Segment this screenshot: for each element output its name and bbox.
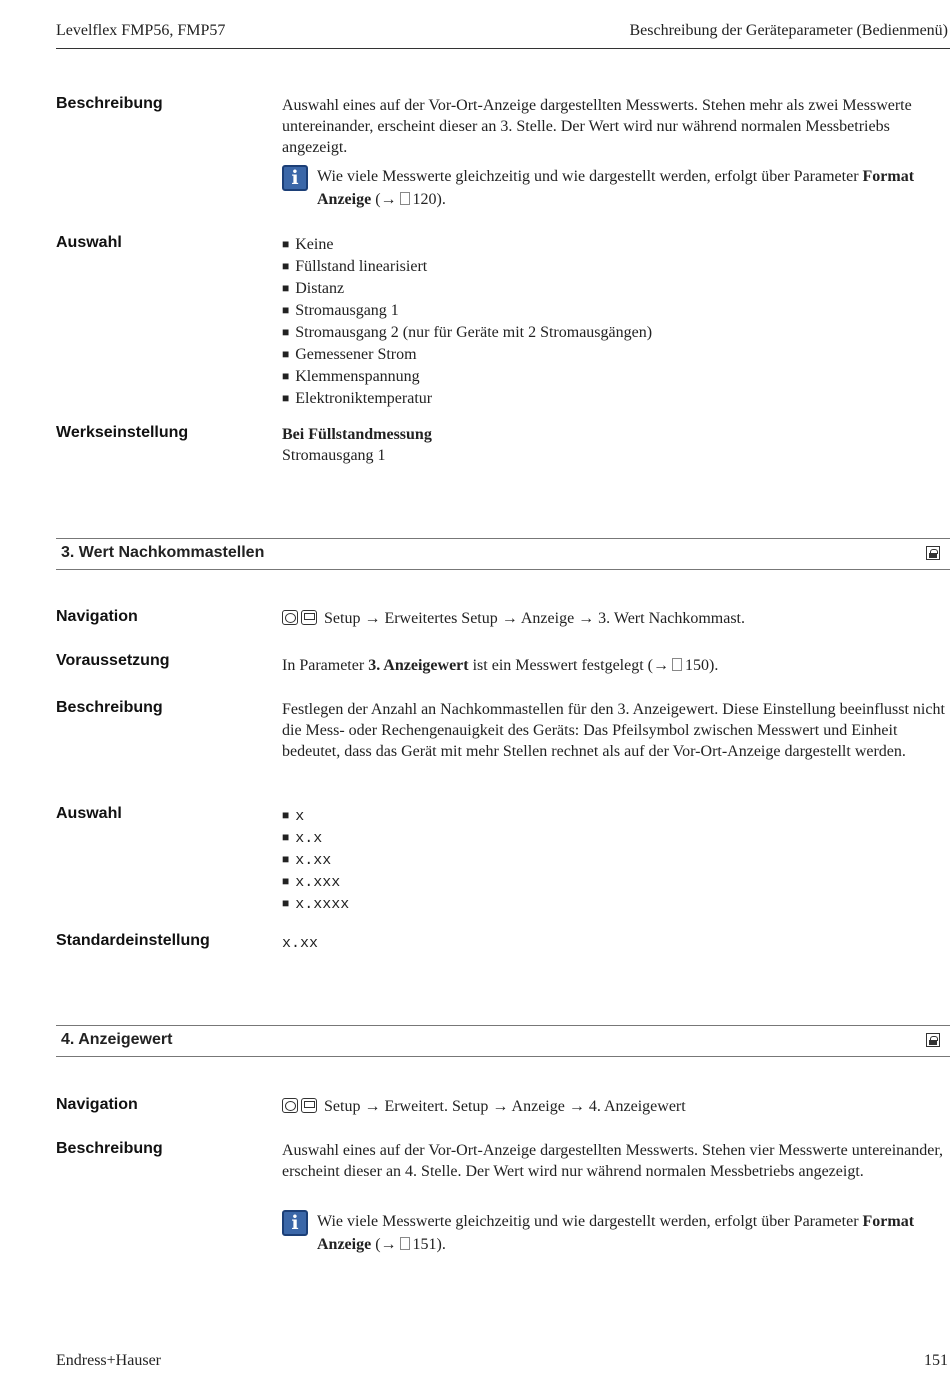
auswahl-label: Auswahl — [56, 234, 122, 251]
beschreibung-text: Auswahl eines auf der Vor-Ort-Anzeige dargestellten Messwerts. Stehen vier Messwerte untereinander, erscheint dieser an 4. Stelle. Der Wert wird nur während normalen Messbetriebs angezeigt. — [282, 1142, 944, 1180]
navigation-path — [282, 608, 946, 629]
voraussetzung-label: Voraussetzung — [56, 652, 170, 669]
navigation-path-text: Setup → Erweitert. Setup → Anzeige → 4. Anzeigewert — [324, 1098, 686, 1115]
list-item: ■ Distanz — [282, 278, 946, 300]
info-icon: i — [282, 165, 308, 191]
operation-menu-icon — [282, 1098, 298, 1113]
info-note — [282, 1210, 930, 1256]
vor-prefix: In Parameter — [282, 657, 369, 674]
list-item: ■ x — [282, 806, 946, 828]
note-text — [317, 1210, 930, 1256]
list-item: ■ Füllstand linearisiert — [282, 256, 946, 278]
list-item: ■ Elektroniktemperatur — [282, 388, 946, 410]
section-title: 3. Wert Nachkommastellen — [61, 544, 265, 561]
note-ref-page: 151). — [412, 1236, 446, 1253]
vor-param: 3. Anzeigewert — [368, 657, 469, 674]
header-left: Levelflex FMP56, FMP57 — [56, 22, 226, 39]
note-ref-open: (→ — [371, 191, 397, 208]
note-param: Format Anzeige — [317, 1213, 915, 1253]
page-ref-icon — [672, 658, 682, 671]
list-item: ■ x.xxxx — [282, 894, 946, 916]
navigation-label: Navigation — [56, 1096, 138, 1113]
operation-menu-icon — [282, 610, 298, 625]
info-icon: i — [282, 1210, 308, 1236]
section-title: 4. Anzeigewert — [61, 1031, 173, 1048]
note-prefix: Wie viele Messwerte gleichzeitig und wie dargestellt werden, erfolgt über Parameter — [317, 1213, 863, 1230]
note-param: Format Anzeige — [317, 168, 915, 208]
standardeinstellung-label: Standardeinstellung — [56, 932, 210, 949]
voraussetzung-text — [282, 655, 946, 676]
display-icon — [301, 610, 317, 625]
note-prefix: Wie viele Messwerte gleichzeitig und wie dargestellt werden, erfolgt über Parameter — [317, 168, 863, 185]
list-item: ■ x.xxx — [282, 872, 946, 894]
navigation-path-text: Setup → Erweitertes Setup → Anzeige → 3. Wert Nachkommast. — [324, 610, 745, 627]
vor-suffix: ist ein Messwert festgelegt (→ — [468, 657, 669, 674]
list-item: ■ Stromausgang 2 (nur für Geräte mit 2 Stromausgängen) — [282, 322, 946, 344]
note-ref-page: 120). — [412, 191, 446, 208]
list-item: ■ x.xx — [282, 850, 946, 872]
standardeinstellung-value: x.xx — [282, 935, 319, 952]
navigation-path — [282, 1096, 946, 1117]
list-item: ■ Keine — [282, 234, 946, 256]
navigation-label: Navigation — [56, 608, 138, 625]
info-note — [282, 165, 930, 211]
werkseinstellung-sub: Bei Füllstandmessung — [282, 426, 432, 443]
auswahl-list — [282, 806, 946, 916]
page-ref-icon — [400, 1237, 410, 1250]
beschreibung-label: Beschreibung — [56, 95, 163, 112]
note-ref-open: (→ — [371, 1236, 397, 1253]
display-icon — [301, 1098, 317, 1113]
footer-left: Endress+Hauser — [56, 1352, 161, 1369]
werkseinstellung-value: Stromausgang 1 — [282, 447, 386, 464]
section-header-3 — [56, 538, 950, 570]
beschreibung-label: Beschreibung — [56, 699, 163, 716]
list-item: ■ Klemmenspannung — [282, 366, 946, 388]
beschreibung-text: Festlegen der Anzahl an Nachkommastellen für den 3. Anzeigewert. Diese Einstellung beeinflusst nicht die Mess- oder Rechengenauigkeit des Geräts: Das Pfeilsymbol zwischen Messwert und Einheit bedeutet, dass das Gerät mit mehr Stellen rechnet als auf der Vor-Ort-Anzeige dargestellt werden. — [282, 701, 945, 760]
header-rule — [56, 48, 950, 49]
note-text — [317, 165, 930, 211]
beschreibung-label: Beschreibung — [56, 1140, 163, 1157]
beschreibung-text: Auswahl eines auf der Vor-Ort-Anzeige dargestellten Messwerts. Stehen mehr als zwei Messwerte untereinander, erscheint dieser an 3. Stelle. Der Wert wird nur während normalen Messbetriebs angezeigt. — [282, 97, 912, 156]
header-right: Beschreibung der Geräteparameter (Bedienmenü) — [629, 22, 948, 39]
lock-icon — [926, 1033, 940, 1047]
page-ref-icon — [400, 192, 410, 205]
auswahl-label: Auswahl — [56, 805, 122, 822]
lock-icon — [926, 546, 940, 560]
werkseinstellung-label: Werkseinstellung — [56, 424, 189, 441]
list-item: ■ Gemessener Strom — [282, 344, 946, 366]
auswahl-list — [282, 234, 946, 410]
list-item: ■ x.x — [282, 828, 946, 850]
page-number: 151 — [924, 1352, 948, 1369]
section-header-4 — [56, 1025, 950, 1057]
vor-ref: 150). — [685, 657, 719, 674]
list-item: ■ Stromausgang 1 — [282, 300, 946, 322]
